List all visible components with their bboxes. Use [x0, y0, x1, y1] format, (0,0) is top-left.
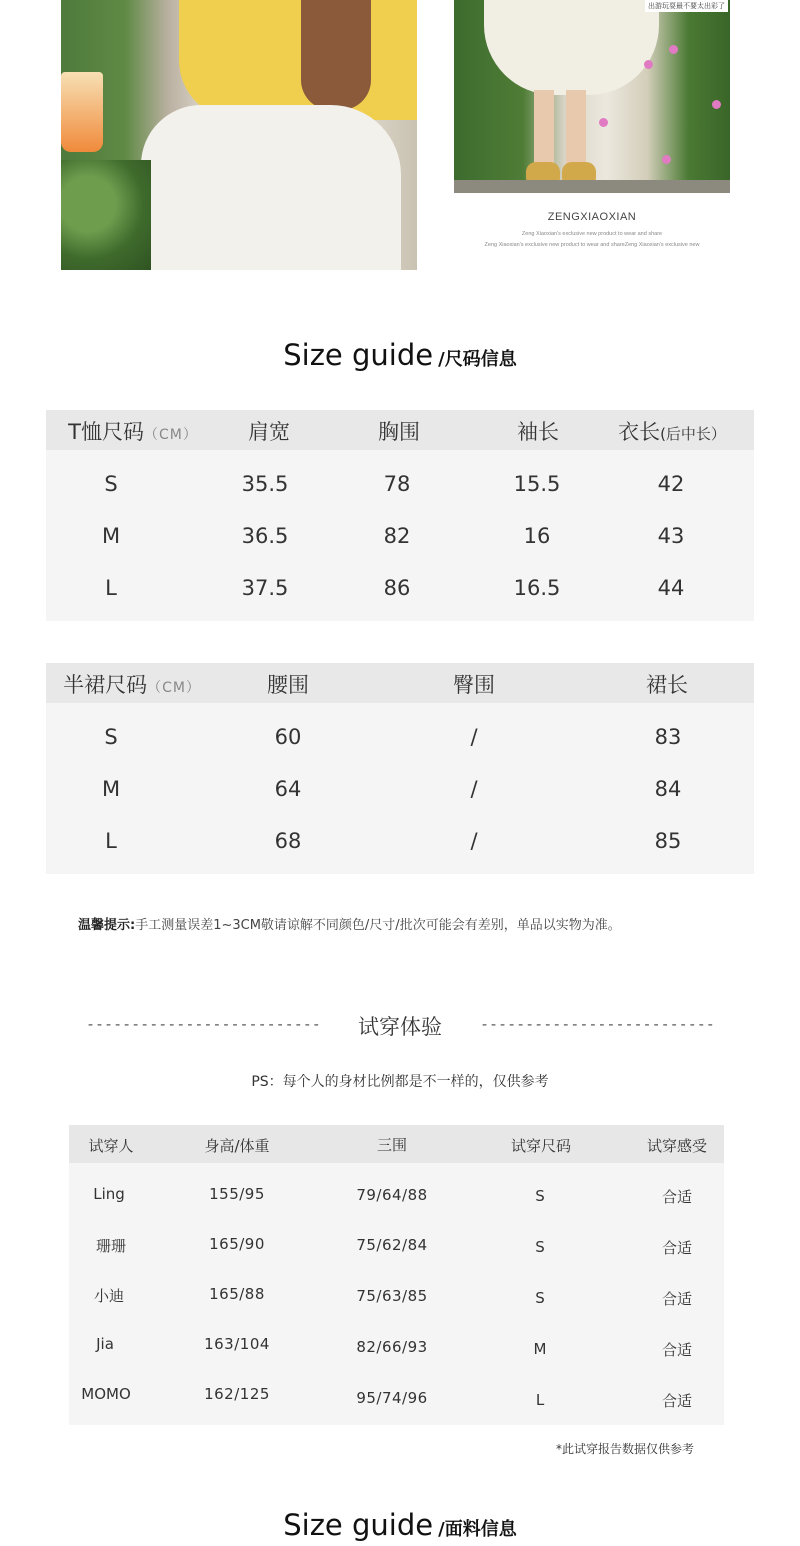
table-cell: L — [105, 829, 117, 853]
table-cell: 155/95 — [209, 1185, 265, 1203]
tryon-table — [69, 1125, 724, 1425]
hair — [301, 0, 371, 110]
brand-tagline: Zeng Xiaoxian's exclusive new product to wear and share — [521, 231, 663, 237]
table-cell: 165/88 — [209, 1285, 265, 1303]
table-cell: 小迪 — [93, 1287, 125, 1305]
header-height-weight: 身高/体重 — [204, 1137, 270, 1155]
header-label: 半裙尺码 — [63, 673, 148, 697]
size-guide-heading — [0, 338, 800, 372]
length-note: (后中长） — [660, 425, 726, 443]
table-cell: 75/63/85 — [356, 1287, 428, 1305]
table-cell: 78 — [383, 472, 411, 496]
yellow-top — [179, 0, 417, 120]
header-fit-feeling: 试穿感受 — [646, 1137, 708, 1155]
table-cell: S — [535, 1238, 545, 1256]
table-cell: 16 — [523, 524, 551, 548]
white-skirt — [484, 0, 659, 95]
table-cell: 85 — [654, 829, 682, 853]
header-length — [618, 416, 726, 446]
header-size — [68, 416, 198, 446]
table-cell: 64 — [274, 777, 302, 801]
header-tester: 试穿人 — [88, 1137, 134, 1155]
table-cell: L — [535, 1391, 545, 1409]
header-label: 衣长 — [618, 420, 661, 444]
flower — [599, 118, 608, 127]
header-skirt-length: 裙长 — [646, 673, 688, 697]
table-cell: S — [104, 725, 118, 749]
model-photo-right — [454, 0, 730, 193]
table-cell: / — [470, 829, 478, 853]
size-guide-subtitle: /尺码信息 — [438, 349, 517, 370]
table-cell: 86 — [383, 576, 411, 600]
table-cell: / — [470, 725, 478, 749]
table-cell: 合适 — [661, 1188, 693, 1206]
brand-name: ZENGXIAOXIAN — [547, 211, 637, 223]
header-chest: 胸围 — [378, 420, 420, 444]
divider-dashes: -------------------------- — [480, 1015, 715, 1033]
flower — [669, 45, 678, 54]
table-cell: 60 — [274, 725, 302, 749]
table-cell: 合适 — [661, 1392, 693, 1410]
table-cell: 68 — [274, 829, 302, 853]
table-cell: S — [535, 1187, 545, 1205]
size-guide-subtitle: /面料信息 — [438, 1519, 517, 1540]
table-cell: Ling — [93, 1185, 125, 1203]
white-skirt — [141, 105, 401, 270]
tryon-disclaimer: *此试穿报告数据仅供参考 — [556, 1442, 695, 1456]
tryon-title: 试穿体验 — [358, 1015, 442, 1039]
table-cell: 35.5 — [241, 472, 289, 496]
table-cell: MOMO — [81, 1385, 131, 1403]
header-tried-size: 试穿尺码 — [510, 1137, 572, 1155]
table-cell: L — [105, 576, 117, 600]
shoe — [562, 162, 596, 182]
plant-leaves — [61, 160, 151, 270]
table-cell: 75/62/84 — [356, 1236, 428, 1254]
unit-label: （CM） — [147, 680, 201, 696]
table-cell: 16.5 — [513, 576, 561, 600]
table-cell: 82 — [383, 524, 411, 548]
table-cell: 165/90 — [209, 1235, 265, 1253]
header-label: T恤尺码 — [68, 420, 144, 444]
header-measurements: 三围 — [376, 1136, 408, 1154]
tip-text: 手工测量误差1~3CM敬请谅解不同颜色/尺寸/批次可能会有差别，单品以实物为准。 — [135, 918, 621, 933]
measurement-tip — [78, 914, 621, 933]
table-cell: 95/74/96 — [356, 1389, 428, 1407]
tshirt-size-table — [46, 410, 754, 621]
table-cell: S — [535, 1289, 545, 1307]
header-size — [63, 669, 201, 699]
table-cell: 43 — [657, 524, 685, 548]
photo-tag: 出游玩耍最不要太出彩了 — [645, 0, 728, 12]
table-cell: Jia — [96, 1335, 114, 1353]
table-cell: 79/64/88 — [356, 1186, 428, 1204]
table-cell: M — [101, 777, 121, 801]
fabric-guide-heading — [0, 1508, 800, 1542]
table-cell: 37.5 — [241, 576, 289, 600]
header-sleeve: 袖长 — [517, 420, 559, 444]
header-waist: 腰围 — [267, 673, 309, 697]
leg — [534, 90, 554, 170]
brand-tagline: Zeng Xiaoxian's exclusive new product to wear and shareZeng Xiaoxian's exclusive new — [484, 242, 700, 248]
table-cell: 合适 — [661, 1341, 693, 1359]
table-cell: 83 — [654, 725, 682, 749]
table-cell: 42 — [657, 472, 685, 496]
table-cell: / — [470, 777, 478, 801]
skirt-size-table — [46, 663, 754, 874]
size-guide-title: Size guide — [283, 338, 434, 372]
tip-label: 温馨提示: — [78, 918, 136, 933]
table-cell: 36.5 — [241, 524, 289, 548]
table-cell: 44 — [657, 576, 685, 600]
divider-dashes: -------------------------- — [86, 1015, 321, 1033]
table-cell: 合适 — [661, 1290, 693, 1308]
unit-label: （CM） — [143, 427, 198, 443]
table-cell: 合适 — [661, 1239, 693, 1257]
model-photo-left — [61, 0, 417, 270]
tryon-note: PS：每个人的身材比例都是不一样的，仅供参考 — [251, 1074, 549, 1090]
table-cell: 珊珊 — [95, 1237, 127, 1255]
table-cell: 84 — [654, 777, 682, 801]
table-cell: 15.5 — [513, 472, 561, 496]
header-shoulder: 肩宽 — [248, 420, 290, 444]
table-cell: 163/104 — [204, 1335, 270, 1353]
flower — [662, 155, 671, 164]
ground — [454, 180, 730, 193]
header-hip: 臀围 — [453, 673, 495, 697]
shoe — [526, 162, 560, 182]
table-cell: M — [533, 1340, 547, 1358]
table-cell: 162/125 — [204, 1385, 270, 1403]
table-cell: M — [101, 524, 121, 548]
flower — [644, 60, 653, 69]
flower — [712, 100, 721, 109]
table-cell: 82/66/93 — [356, 1338, 428, 1356]
table-cell: S — [104, 472, 118, 496]
drink-cup — [61, 72, 103, 152]
size-guide-title: Size guide — [283, 1508, 434, 1542]
leg — [566, 90, 586, 170]
